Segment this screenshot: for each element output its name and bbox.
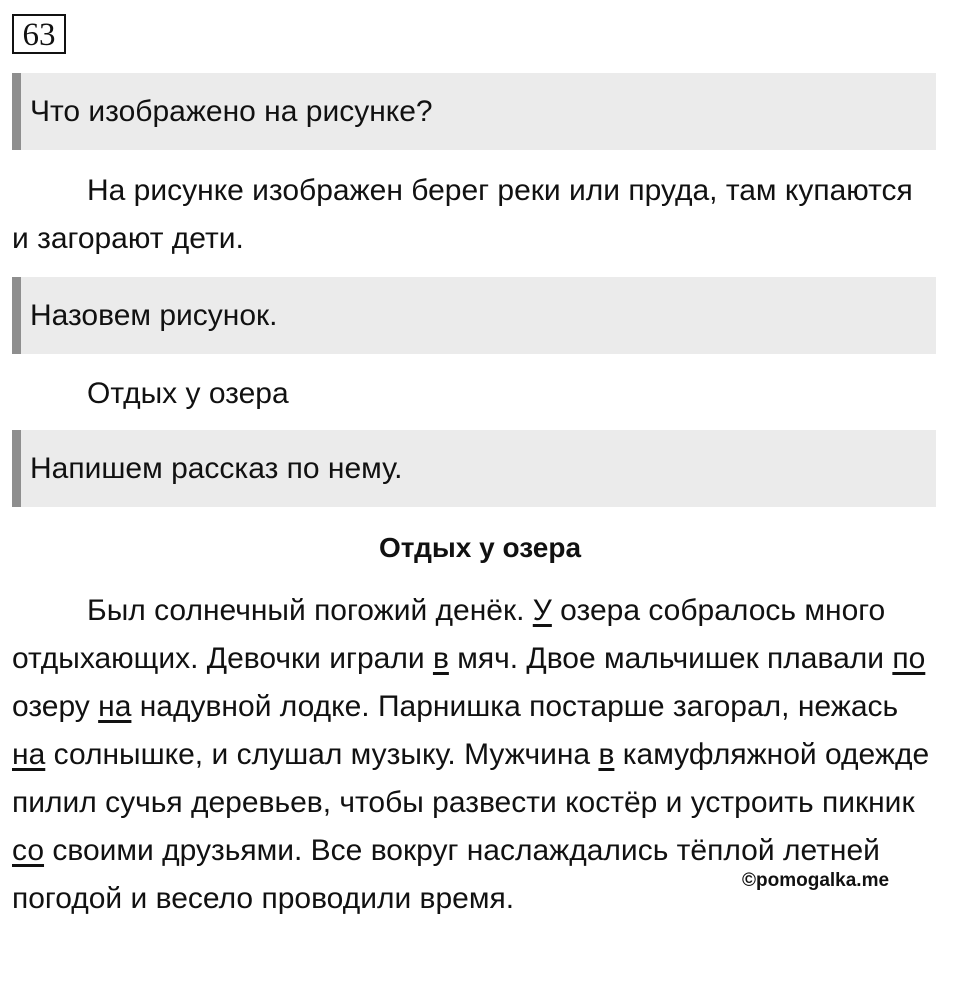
underlined-preposition: по	[892, 642, 926, 675]
underlined-preposition: на	[12, 738, 46, 771]
answer-name-picture	[12, 370, 936, 418]
watermark: ©pomogalka.me	[742, 870, 890, 891]
story-text: надувной лодке. Парнишка постарше загорал, нежась	[131, 690, 899, 723]
story-text: камуфляжной одежде пилил сучья деревьев, чтобы развести костёр и устроить пикник	[12, 738, 930, 819]
story-text: своими друзьями. Все вокруг наслаждались тёплой летней погодой и весело проводили время.	[12, 834, 880, 915]
answer-paragraph: На рисунке изображен берег реки или пруда, там купаются и загорают дети.	[12, 174, 913, 255]
question-name-picture: Назовем рисунок.	[12, 277, 936, 354]
question-write-story: Напишем рассказ по нему.	[12, 430, 936, 507]
underlined-preposition: со	[12, 834, 45, 867]
underlined-preposition: в	[598, 738, 615, 771]
story-text: солнышке, и слушал музыку. Мужчина	[45, 738, 599, 771]
underlined-preposition: в	[432, 642, 449, 675]
story-text: озера собралось много отдыхающих. Девочки играли	[12, 594, 886, 675]
story-title: Отдых у озера	[378, 532, 582, 563]
story-text: озеру	[12, 690, 99, 723]
answer-what-is-depicted	[12, 167, 936, 263]
story-text: Был солнечный погожий денёк.	[87, 594, 533, 627]
question-what-is-depicted: Что изображено на рисунке?	[12, 73, 936, 150]
underlined-preposition: на	[98, 690, 132, 723]
underlined-preposition: У	[532, 594, 552, 627]
story-text: мяч. Двое мальчишек плавали	[448, 642, 893, 675]
exercise-number: 63	[12, 14, 66, 54]
answer-title-line: Отдых у озера	[87, 377, 289, 410]
